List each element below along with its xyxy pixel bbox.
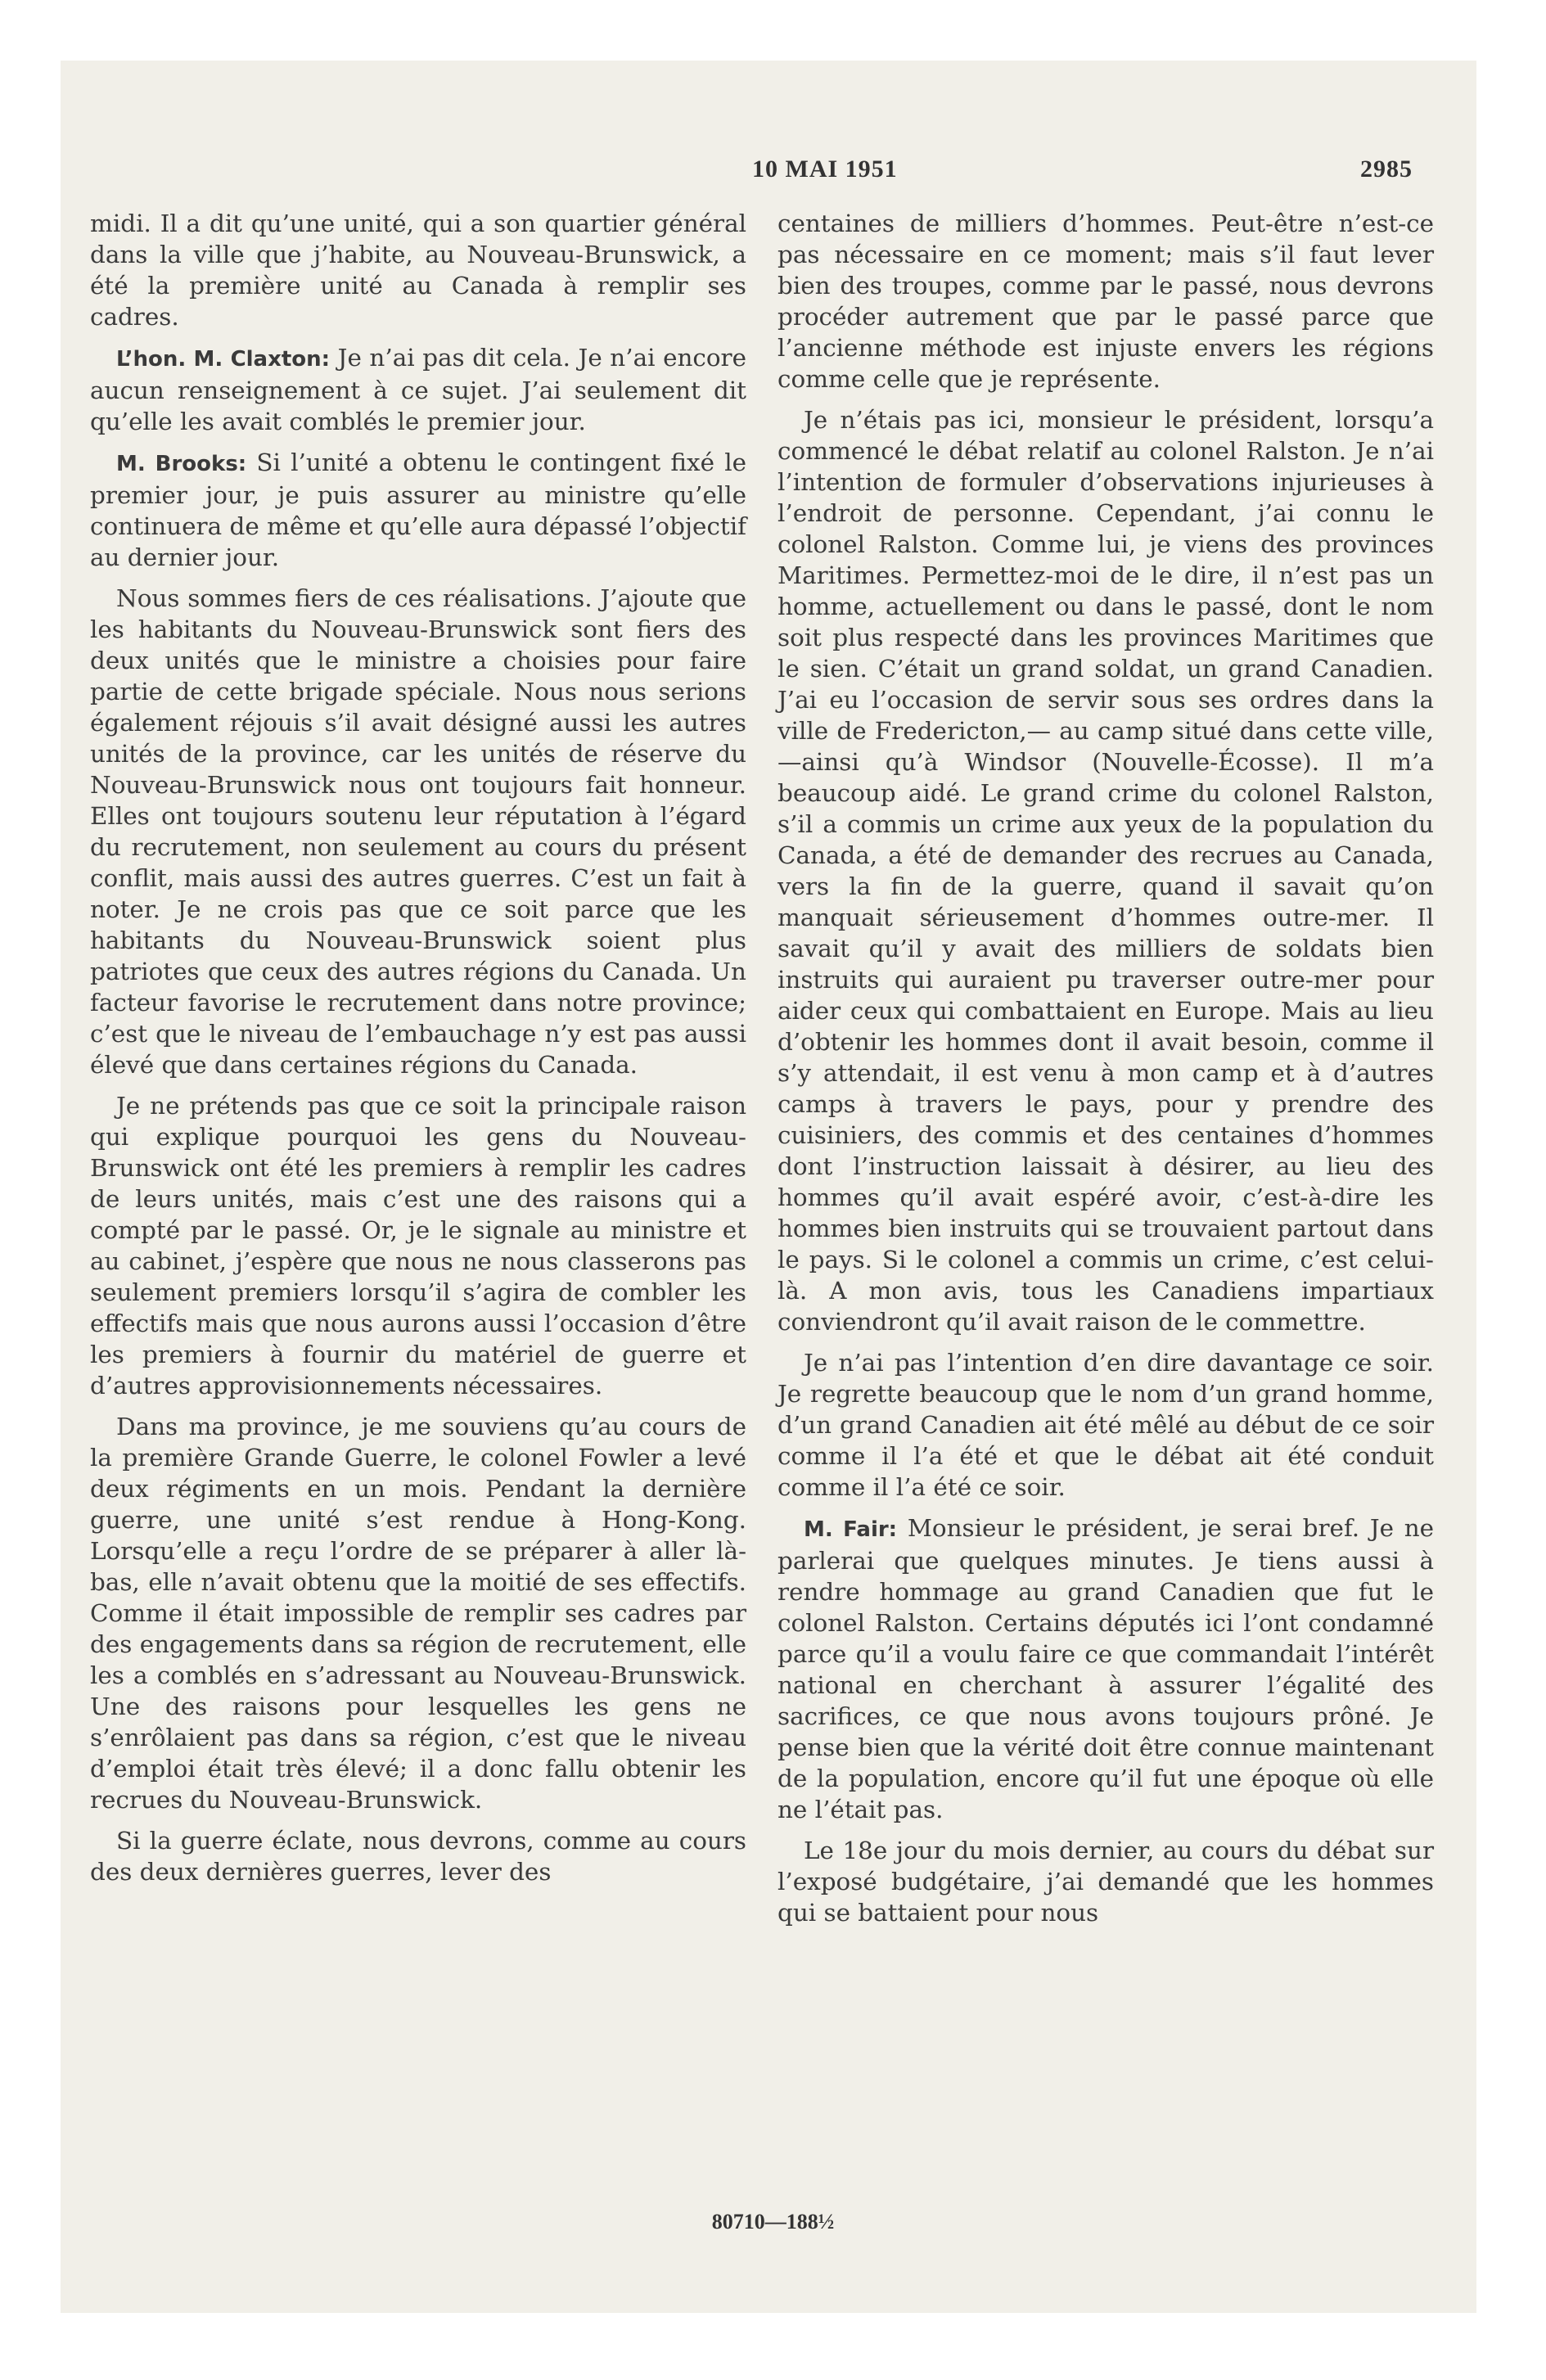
header-date: 10 MAI 1951 — [752, 156, 898, 183]
page-footer-code: 80710—188½ — [711, 2210, 835, 2234]
paragraph: centaines de milliers d’hommes. Peut-être n’est-ce pas nécessaire en ce moment; mais s’il faut lever bien des troupes, comme par le passé, nous devrons procéder autrement que par le passé parce que l’ancienne méthode est injuste envers les régions comme celle que je représente. — [778, 210, 1434, 393]
speaker-name: M. Brooks: — [116, 452, 247, 476]
paragraph: L’hon. M. Claxton: Je n’ai pas dit cela. Je n’ai encore aucun renseignement à ce sujet. J’ai seulement dit qu’elle les avait comblés le premier jour. — [90, 344, 746, 435]
paragraph: midi. Il a dit qu’une unité, qui a son quartier général dans la ville que j’habite, au Nouveau-Brunswick, a été la première unité au Canada à remplir ses cadres. — [90, 210, 746, 331]
paragraph: Si la guerre éclate, nous devrons, comme au cours des deux dernières guerres, lever des — [90, 1827, 746, 1886]
paragraph: Je ne prétends pas que ce soit la principale raison qui explique pourquoi les gens du Nouveau-Brunswick ont été les premiers à remplir les cadres de leurs unités, mais c’est une des raisons qui a compté par le passé. Or, je le signale au ministre et au cabinet, j’espère que nous ne nous classerons pas seulement premiers lorsqu’il s’agira de combler les effectifs mais que nous aurons aussi l’occasion d’être les premiers à fournir du matériel de guerre et d’autres approvisionnements nécessaires. — [90, 1092, 746, 1400]
page-header — [61, 156, 1476, 188]
left-column — [90, 208, 746, 1897]
page-number: 2985 — [1360, 156, 1413, 183]
paragraph: Je n’ai pas l’intention d’en dire davantage ce soir. Je regrette beaucoup que le nom d’un grand homme, d’un grand Canadien ait été mêlé au début de ce soir comme il l’a été et que le débat ait été conduit comme il l’a été ce soir. — [778, 1349, 1434, 1501]
paragraph: Dans ma province, je me souviens qu’au cours de la première Grande Guerre, le colonel Fowler a levé deux régiments en un mois. Pendant la dernière guerre, une unité s’est rendue à Hong-Kong. Lorsqu’elle a reçu l’ordre de se préparer à aller là-bas, elle n’avait obtenu que la moitié de ses effectifs. Comme il était impossible de remplir ses cadres par des engagements dans sa région de recrutement, elle les a comblés en s’adressant au Nouveau-Brunswick. Une des raisons pour lesquelles les gens ne s’enrôlaient pas dans sa région, c’est que le niveau d’emploi était très élevé; il a donc fallu obtenir les recrues du Nouveau-Brunswick. — [90, 1413, 746, 1814]
speaker-name: L’hon. M. Claxton: — [116, 347, 331, 372]
paragraph: Je n’étais pas ici, monsieur le président, lorsqu’a commencé le débat relatif au colonel Ralston. Je n’ai l’intention de formuler d’observations injurieuses à l’endroit de personne. Cependant, j’ai connu le colonel Ralston. Comme lui, je viens des provinces Maritimes. Permettez-moi de le dire, il n’est pas un homme, actuellement ou dans le passé, dont le nom soit plus respecté dans les provinces Maritimes que le sien. C’était un grand soldat, un grand Canadien. J’ai eu l’occasion de servir sous ses ordres dans la ville de Fredericton,— au camp situé dans cette ville,—ainsi qu’à Windsor (Nouvelle-Écosse). Il m’a beaucoup aidé. Le grand crime du colonel Ralston, s’il a commis un crime aux yeux de la population du Canada, a été de demander des recrues au Canada, vers la fin de la guerre, quand il savait qu’on manquait sérieusement d’hommes outre-mer. Il savait qu’il y avait des milliers de soldats bien instruits qui auraient pu traverser outre-mer pour aider ceux qui combattaient en Europe. Mais au lieu d’obtenir les hommes dont il avait besoin, comme il s’y attendait, il est venu à mon camp et à d’autres camps à travers le pays, pour y prendre des cuisiniers, des commis et des centaines d’hommes dont l’instruction laissait à désirer, au lieu des hommes qu’il avait espéré avoir, c’est-à-dire les hommes bien instruits qui se trouvaient partout dans le pays. Si le colonel a commis un crime, c’est celui-là. A mon avis, tous les Canadiens impartiaux conviendront qu’il avait raison de le commettre. — [778, 406, 1434, 1336]
paragraph: Le 18e jour du mois dernier, au cours du débat sur l’exposé budgétaire, j’ai demandé que les hommes qui se battaient pour nous — [778, 1837, 1434, 1927]
speaker-name: M. Fair: — [804, 1517, 898, 1542]
paragraph: M. Fair: Monsieur le président, je serai bref. Je ne parlerai que quelques minutes. Je tiens aussi à rendre hommage au grand Canadien que fut le colonel Ralston. Certains députés ici l’ont condamné parce qu’il a voulu faire ce que commandait l’intérêt national en cherchant à assurer l’égalité des sacrifices, ce que nous avons toujours prôné. Je pense bien que la vérité doit être connue maintenant de la population, encore qu’il fut une époque où elle ne l’était pas. — [778, 1514, 1435, 1823]
paragraph: Nous sommes fiers de ces réalisations. J’ajoute que les habitants du Nouveau-Brunswick sont fiers des deux unités que le ministre a choisies pour faire partie de cette brigade spéciale. Nous nous serions également réjouis s’il avait désigné aussi les autres unités de la province, car les unités de réserve du Nouveau-Brunswick nous ont toujours fait honneur. Elles ont toujours soutenu leur réputation à l’égard du recrutement, non seulement au cours du présent conflit, mais aussi des autres guerres. C’est un fait à noter. Je ne crois pas que ce soit parce que les habitants du Nouveau-Brunswick soient plus patriotes que ceux des autres régions du Canada. Un facteur favorise le recrutement dans notre province; c’est que le niveau de l’embauchage n’y est pas aussi élevé que dans certaines régions du Canada. — [90, 584, 746, 1079]
paragraph: M. Brooks: Si l’unité a obtenu le contingent fixé le premier jour, je puis assurer au ministre qu’elle continuera de même et qu’elle aura dépassé l’objectif au dernier jour. — [90, 449, 747, 571]
right-column — [778, 208, 1434, 1938]
